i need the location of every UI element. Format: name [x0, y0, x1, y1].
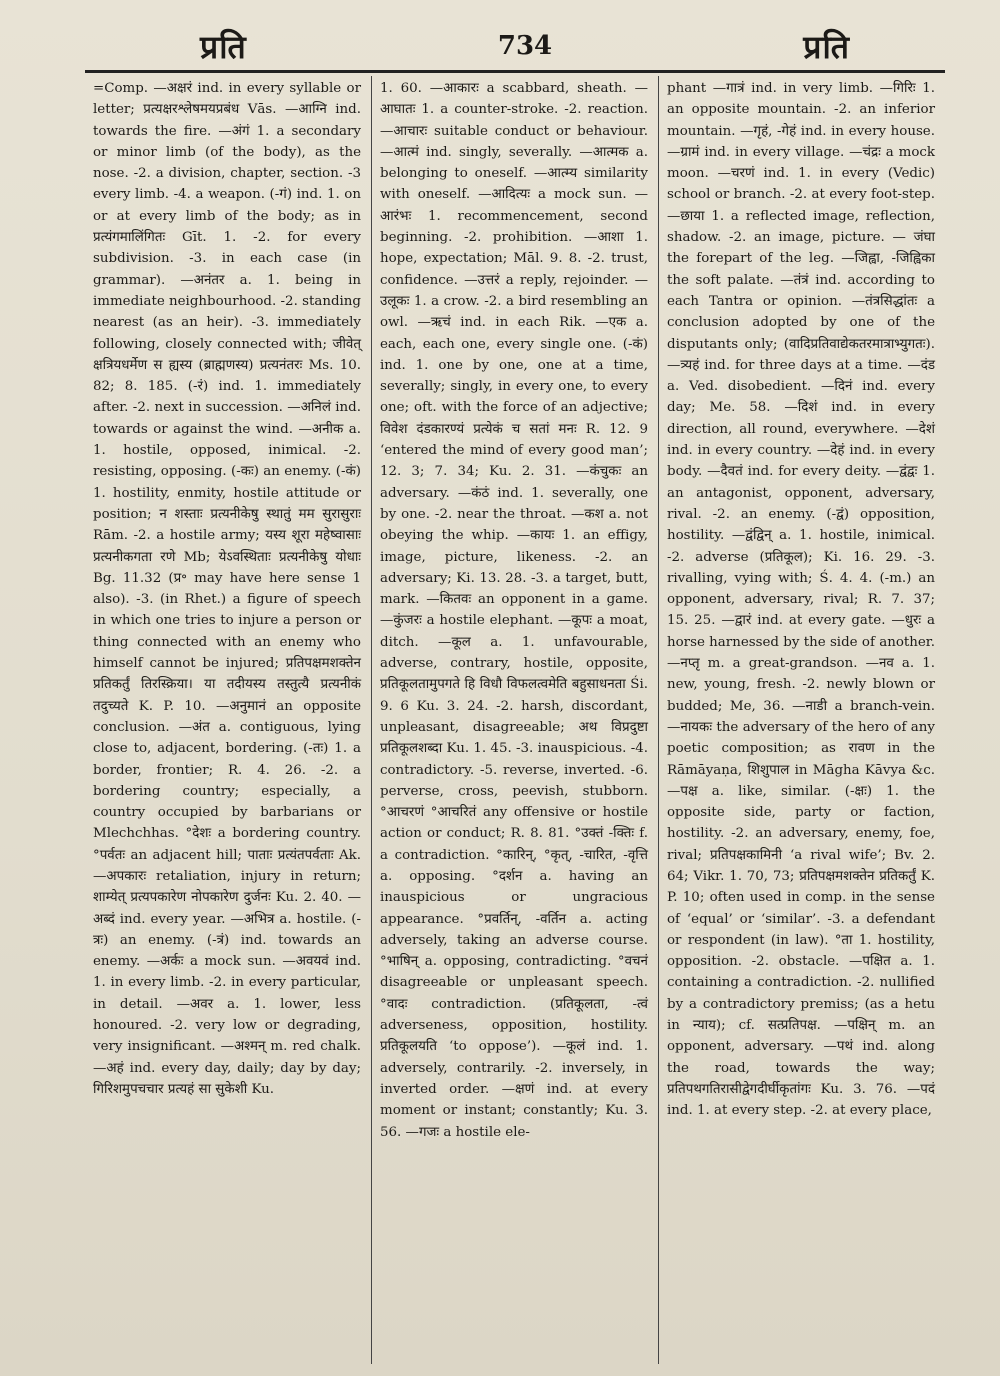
- page-number: 734: [497, 31, 553, 61]
- right-running-headword: प्रति: [803, 27, 850, 66]
- column-right-text: phant —गात्रं ind. in very limb. —गिरिः 1. an opposite mountain. -2. an inferior mountain. —गृहं, -गेहं ind. in every house. —ग्रामं ind. in every village. —चंद्रः a mock moon. —चरणं ind. 1. in every (Vedic) school or branch. -2. at every foot-step. —छाया 1. a reflected image, reflection, shadow. -2. an image, picture. — जंघा the forepart of the leg. —जिह्वा, -जिह्विका the soft palate. —तंत्रं ind. according to each Tantra or opinion. —तंत्रसिद्धांतः a conclusion adopted by one of the disputants only; (वादिप्रतिवाद्येकतरमात्राभ्युगतः). —त्र्यहं ind. for three days at a time. —दंड a. Ved. disobedient. —दिनं ind. every day; Me. 58. —दिशं ind. in every direction, all round, everywhere. —देशं ind. in every country. —देहं ind. in every body. —दैवतं ind. for every deity. —द्वंद्वः 1. an antagonist, opponent, adversary, rival. -2. an enemy. (-द्वं) opposition, hostility. —द्वंद्विन् a. 1. hostile, inimical. -2. adverse (प्रतिकूल); Ki. 16. 29. -3. rivalling, vying with; Ś. 4. 4. (-m.) an opponent, adversary, rival; R. 7. 37; 15. 25. —द्वारं ind. at every gate. —धुरः a horse harnessed by the side of another. —नप्तृ m. a great-grandson. —नव a. 1. new, young, fresh. -2. newly blown or budded; Me, 36. —नाडी a branch-vein. —नायकः the adversary of the hero of any poetic composition; as रावण in the Rāmāyaṇa, शिशुपाल in Māgha Kāvya &c. —पक्ष a. like, similar. (-क्षः) 1. the opposite side, party or faction, hostility. -2. an adversary, enemy, foe, rival; प्रतिपक्षकामिनी ‘a rival wife’; Bv. 2. 64; Vikr. 1. 70, 73; प्रतिपक्षमशक्तेन प्रतिकर्तुं K. P. 10; often used in comp. in the sense of ‘equal’ or ‘similar’. -3. a defendant or respondent (in law). °ता 1. hostility, opposition. -2. obstacle. —पक्षित a. 1. containing a contradiction. -2. nullified by a contradictory premiss; (as a hetu in न्याय); cf. सत्प्रतिपक्ष. —पक्षिन् m. an opponent, adversary. —पथं ind. along the road, towards the way; प्रतिपथगतिरासीद्वेगदीर्घीकृतांगः Ku. 3. 76. —पदं ind. 1. at every step. -2. at every place,: [667, 81, 935, 1119]
- left-running-headword: प्रति: [200, 27, 247, 66]
- column-right: [658, 76, 945, 1364]
- header-rule: [85, 70, 945, 73]
- page-header: [200, 16, 850, 76]
- column-left: [85, 76, 371, 1364]
- column-middle: [371, 76, 658, 1364]
- text-columns: [85, 76, 945, 1364]
- column-middle-text: 1. 60. —आकारः a scabbard, sheath. —आघातः 1. a counter-stroke. -2. reaction. —आचारः suitable conduct or behaviour. —आत्मं ind. singly, severally. —आत्मक a. belonging to oneself. —आत्म्य similarity with oneself. —आदित्यः a mock sun. —आरंभः 1. recommencement, second beginning. -2. prohibition. —आशा 1. hope, expectation; Māl. 9. 8. -2. trust, confidence. —उत्तरं a reply, rejoinder. —उलूकः 1. a crow. -2. a bird resembling an owl. —ऋचं ind. in each Rik. —एक a. each, each one, every single one. (-कं) ind. 1. one by one, one at a time, severally; singly, in every one, to every one; oft. with the force of an adjective; विवेश दंडकारण्यं प्रत्येकं च सतां मनः R. 12. 9 ‘entered the mind of every good man’; 12. 3; 7. 34; Ku. 2. 31. —कंचुकः an adversary. —कंठं ind. 1. severally, one by one. -2. near the throat. —कश a. not obeying the whip. —कायः 1. an effigy, image, picture, likeness. -2. an adversary; Ki. 13. 28. -3. a target, butt, mark. —कितवः an opponent in a game. —कुंजरः a hostile elephant. —कूपः a moat, ditch. —कूल a. 1. unfavourable, adverse, contrary, hostile, opposite, प्रतिकूलतामुपगते हि विधौ विफलत्वमेति बहुसाधनता Śi. 9. 6 Ku. 3. 24. -2. harsh, discordant, unpleasant, disagreeable; अथ विप्रदुष्टा प्रतिकूलशब्दा Ku. 1. 45. -3. inauspicious. -4. contradictory. -5. reverse, inverted. -6. perverse, cross, peevish, stubborn. °आचरणं °आचरितं any offensive or hostile action or conduct; R. 8. 81. °उक्तं -क्तिः f. a contradiction. °कारिन्, °कृत्, -चारित, -वृत्ति a. opposing. °दर्शन a. having an inauspicious or ungracious appearance. °प्रवर्तिन्, -वर्तिन a. acting adversely, taking an adverse course. °भाषिन् a. opposing, contradicting. °वचनं disagreeable or unpleasant speech. °वादः contradiction. (प्रतिकूलता, -त्वं adverseness, opposition, hostility. प्रतिकूलयति ‘to oppose’). —कूलं ind. 1. adversely, contrarily. -2. inversely, in inverted order. —क्षणं ind. at every moment or instant; constantly; Ku. 3. 56. —गजः a hostile ele-: [380, 81, 648, 1140]
- column-left-text: =Comp. —अक्षरं ind. in every syllable or letter; प्रत्यक्षरश्लेषमयप्रबंध Vās. —आग्नि ind. towards the fire. —अंगं 1. a secondary or minor limb (of the body), as the nose. -2. a division, chapter, section. -3 every limb. -4. a weapon. (-गं) ind. 1. on or at every limb of the body; as in प्रत्यंगमालिंगितः Gīt. 1. -2. for every subdivision. -3. in each case (in grammar). —अनंतर a. 1. being in immediate neighbourhood. -2. standing nearest (as an heir). -3. immediately following, closely connected with; जीवेत् क्षत्रियधर्मेण स ह्यस्य (ब्राह्मणस्य) प्रत्यनंतरः Ms. 10. 82; 8. 185. (-रं) ind. 1. immediately after. -2. next in succession. —अनिलं ind. towards or against the wind. —अनीक a. 1. hostile, opposed, inimical. -2. resisting, opposing. (-कः) an enemy. (-कं) 1. hostility, enmity, hostile attitude or position; न शस्ताः प्रत्यनीकेषु स्थातुं मम सुरासुराः Rām. -2. a hostile army; यस्य शूरा महेष्वासाः प्रत्यनीकगता रणे Mb; येऽवस्थिताः प्रत्यनीकेषु योधाः Bg. 11.32 (प्र॰ may have here sense 1 also). -3. (in Rhet.) a figure of speech in which one tries to injure a person or thing connected with an enemy who himself cannot be injured; प्रतिपक्षमशक्तेन प्रतिकर्तुं तिरस्क्रिया। या तदीयस्य तस्तुत्यै प्रत्यनीकं तदुच्यते K. P. 10. —अनुमानं an opposite conclusion. —अंत a. contiguous, lying close to, adjacent, bordering. (-तः) 1. a border, frontier; R. 4. 26. -2. a bordering country; especially, a country occupied by barbarians or Mlechchhas. °देशः a bordering country. °पर्वतः an adjacent hill; पाताः प्रत्यंतपर्वताः Ak. —अपकारः retaliation, injury in return; शाम्येत् प्रत्यपकारेण नोपकारेण दुर्जनः Ku. 2. 40. —अब्दं ind. every year. —अभित्र a. hostile. (-त्रः) an enemy. (-त्रं) ind. towards an enemy. —अर्कः a mock sun. —अवयवं ind. 1. in every limb. -2. in every particular, in detail. —अवर a. 1. lower, less honoured. -2. very low or degrading, very insignificant. —अश्मन् m. red chalk. —अहं ind. every day, daily; day by day; गिरिशमुपचचार प्रत्यहं सा सुकेशी Ku.: [93, 81, 361, 1097]
